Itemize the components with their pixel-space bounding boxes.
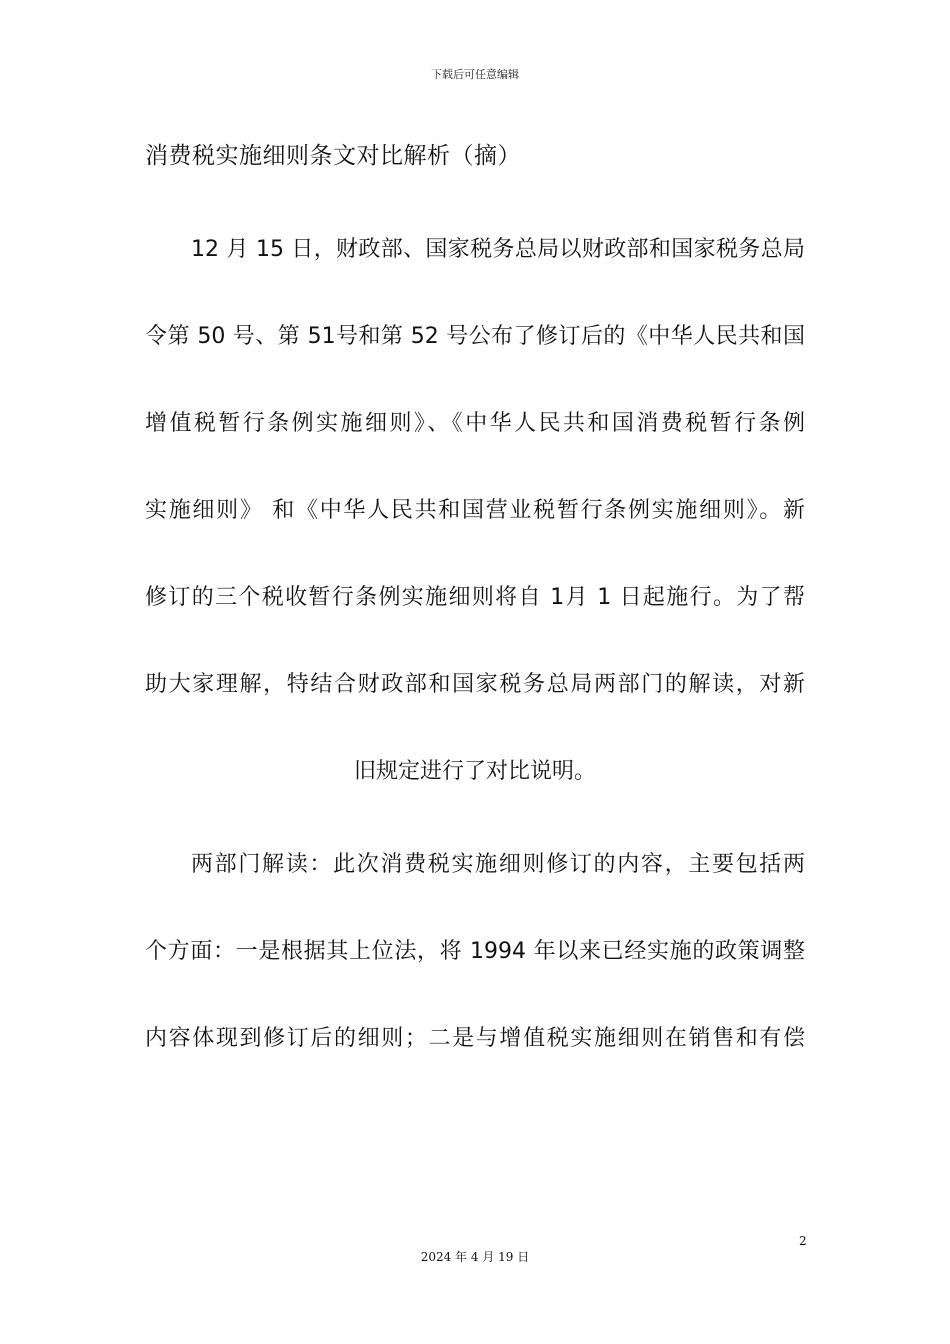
document-title: 消费税实施细则条文对比解析（摘）	[145, 143, 521, 169]
paragraph-line: 内容体现到修订后的细则；二是与增值税实施细则在销售和有偿	[145, 1026, 805, 1051]
paragraph-line: 增值税暂行条例实施细则》、《中华人民共和国消费税暂行条例	[145, 411, 805, 436]
page-number: 2	[799, 1234, 807, 1248]
paragraph-line: 12 月 15 日，财政部、国家税务总局以财政部和国家税务总局	[191, 237, 805, 262]
paragraph-line: 个方面：一是根据其上位法，将 1994 年以来已经实施的政策调整	[145, 939, 805, 964]
paragraph-line: 修订的三个税收暂行条例实施细则将自 1月 1 日起施行。为了帮	[145, 585, 805, 610]
paragraph-line: 实施细则》 和《中华人民共和国营业税暂行条例实施细则》。新	[145, 498, 805, 523]
paragraph-line: 两部门解读：此次消费税实施细则修订的内容，主要包括两	[191, 852, 805, 877]
paragraph-line: 助大家理解，特结合财政部和国家税务总局两部门的解读，对新	[145, 672, 805, 697]
paragraph-line: 令第 50 号、第 51号和第 52 号公布了修订后的《中华人民共和国	[145, 324, 805, 349]
header-note: 下载后可任意编辑	[431, 68, 519, 81]
paragraph-line: 旧规定进行了对比说明。	[353, 759, 596, 784]
footer-date: 2024 年 4 月 19 日	[420, 1250, 530, 1264]
